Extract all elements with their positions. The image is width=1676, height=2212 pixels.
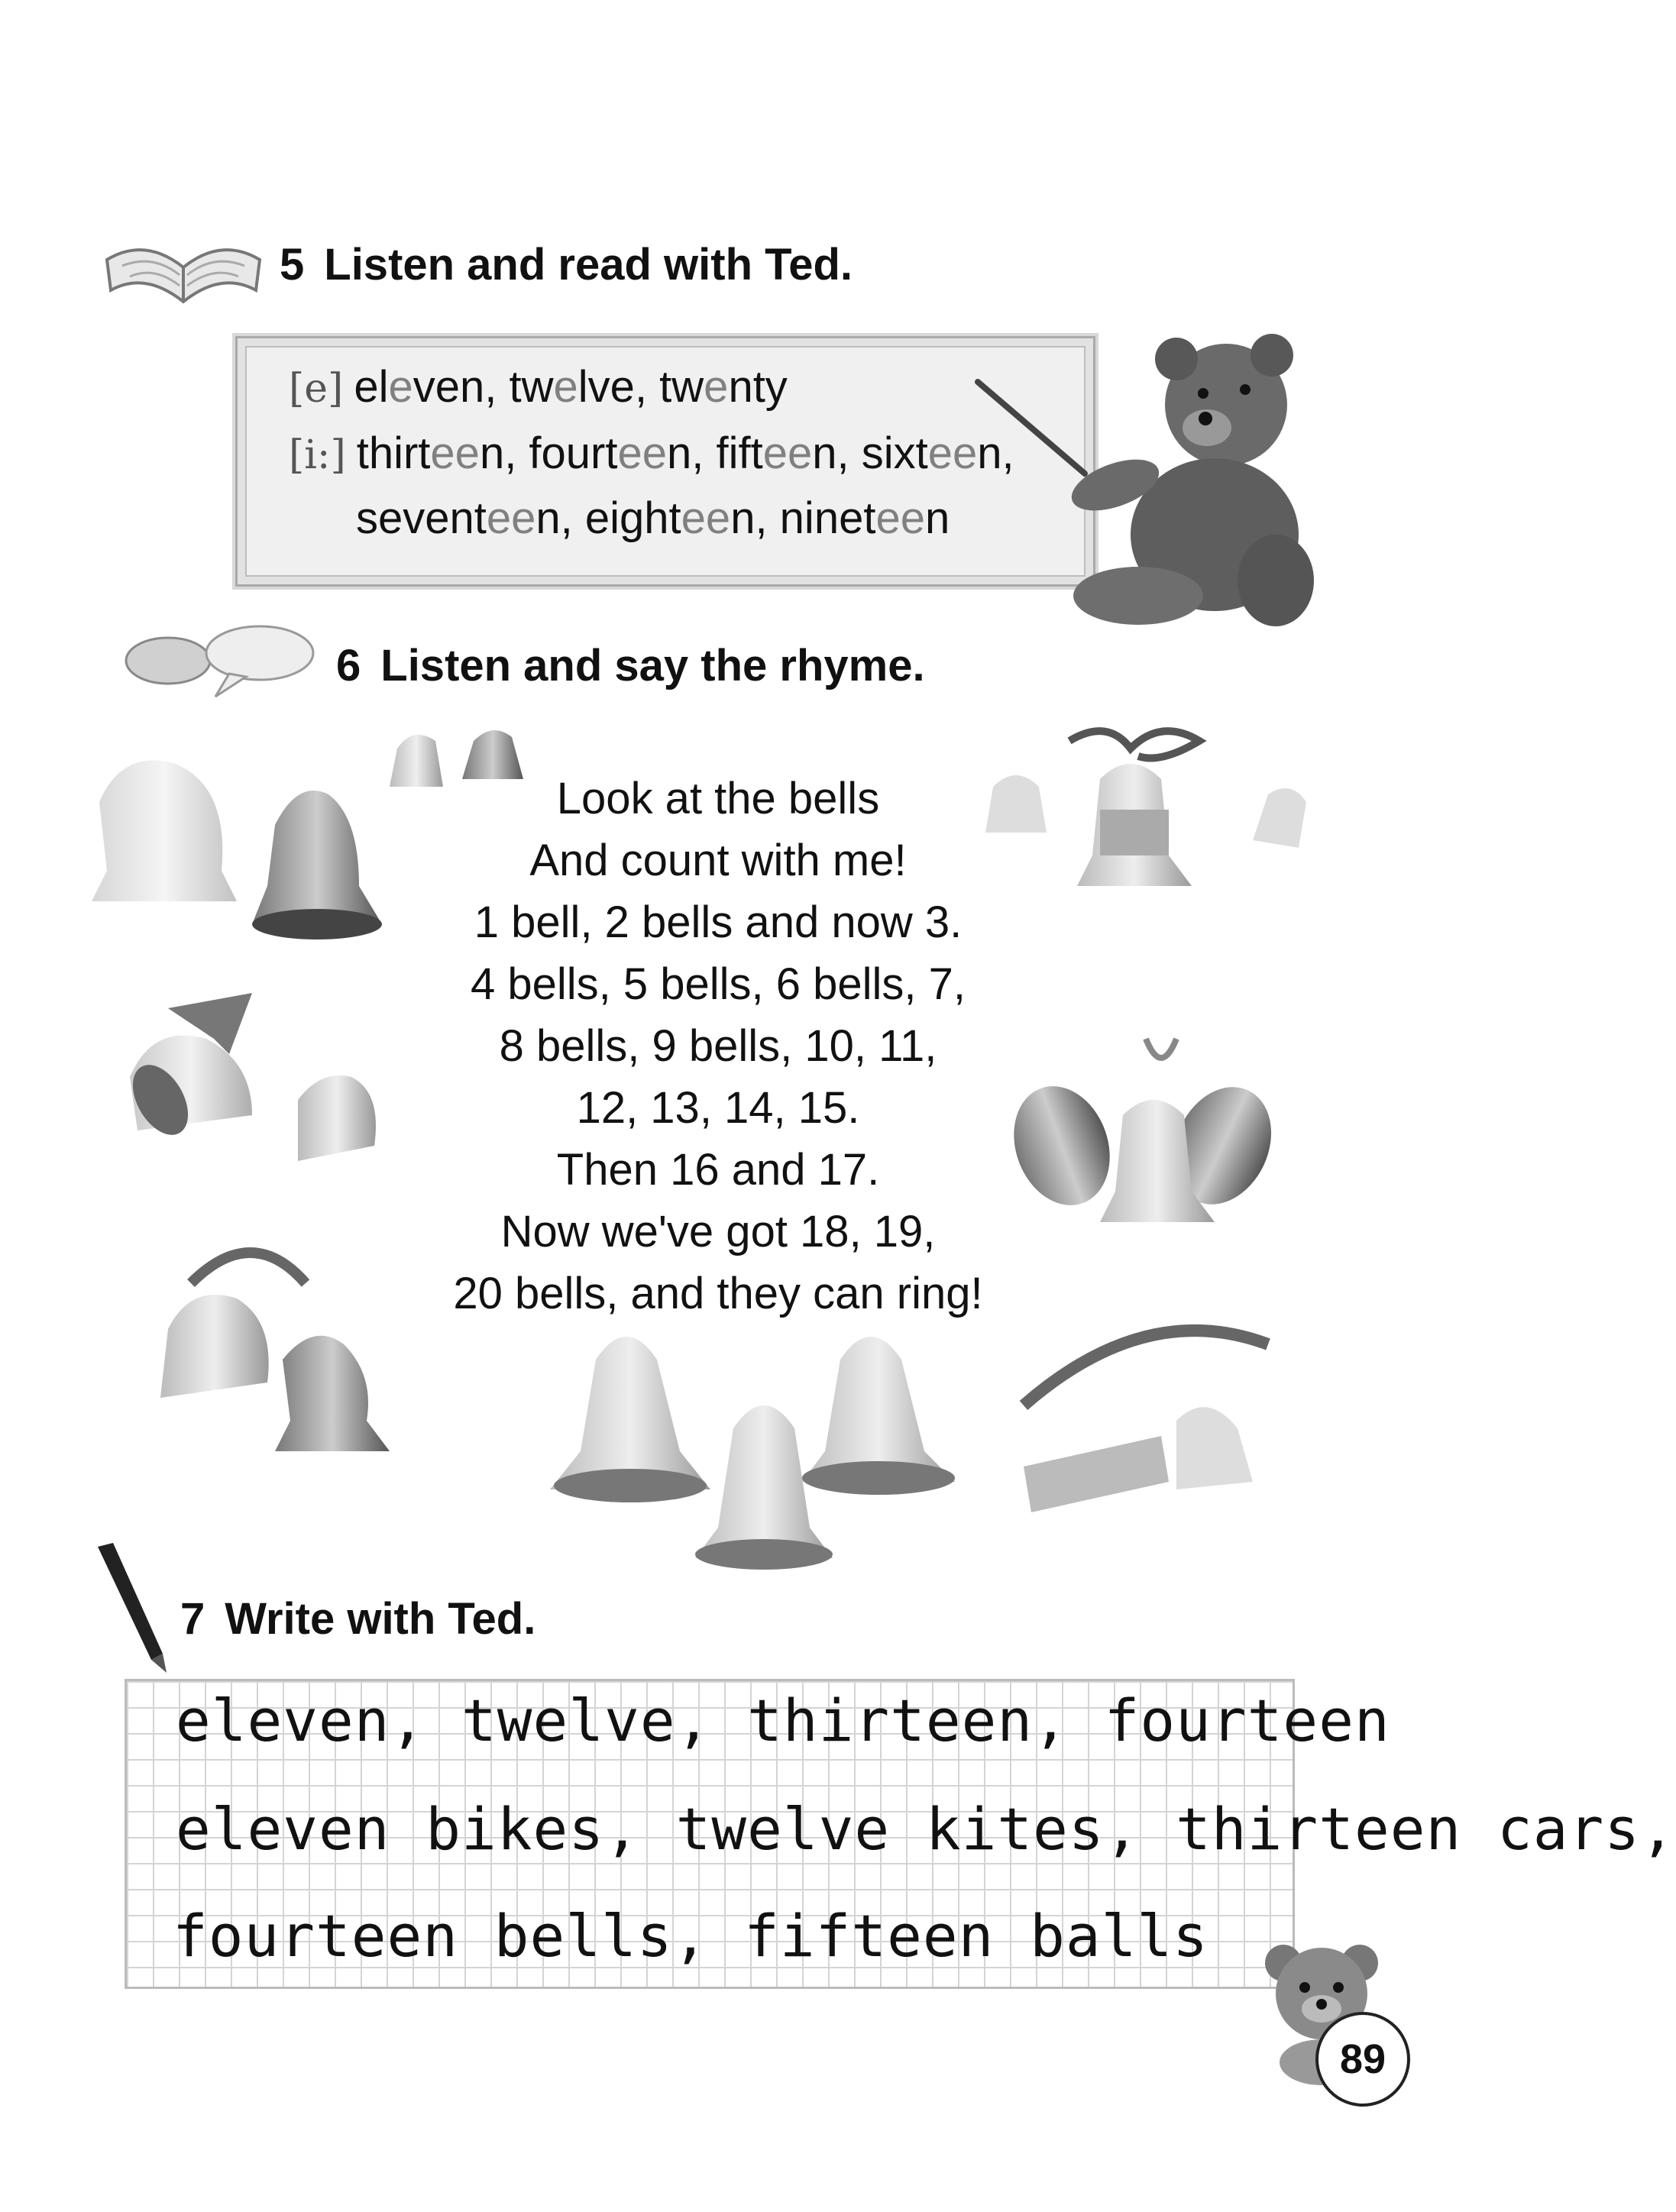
rhyme-line: 12, 13, 14, 15. (576, 1083, 860, 1133)
speech-bubble-icon (115, 619, 321, 703)
rhyme-line: Look at the bells (556, 774, 880, 823)
phonics-line-e (289, 361, 788, 412)
teddy-bear-pointing-illustration (963, 313, 1329, 634)
handwriting-line: eleven bikes, twelve kites, thirteen cars, (176, 1795, 1676, 1863)
phonics-words-i: thirteen, fourteen, fifteen, sixteen, (356, 428, 1014, 478)
phonics-words-e: eleven, twelve, twenty (354, 362, 788, 412)
phonetic-symbol-e: [e] (289, 366, 344, 412)
rhyme-line: 4 bells, 5 bells, 6 bells, 7, (470, 959, 966, 1009)
exercise-7-title: Write with Ted. (225, 1594, 536, 1644)
pen-icon (90, 1539, 174, 1677)
rhyme-line: 20 bells, and they can ring! (453, 1269, 983, 1318)
phonics-line-i (289, 428, 1014, 479)
exercise-5-title: Listen and read with Ted. (324, 240, 853, 289)
exercise-6-title: Listen and say the rhyme. (380, 641, 925, 690)
exercise-7-number: 7 (180, 1594, 205, 1644)
rhyme-text (367, 768, 1069, 1324)
rhyme-line: Then 16 and 17. (556, 1145, 880, 1195)
page-number: 89 (1315, 2012, 1410, 2107)
phonics-line-i-cont (356, 493, 950, 544)
rhyme-line: 8 bells, 9 bells, 10, 11, (499, 1021, 937, 1071)
rhyme-line: Now we've got 18, 19, (500, 1207, 936, 1256)
rhyme-line: 1 bell, 2 bells and now 3. (474, 897, 963, 947)
exercise-5-number: 5 (280, 240, 305, 289)
exercise-7-heading (180, 1593, 535, 1644)
phonetic-symbol-i: [i:] (289, 432, 346, 478)
exercise-6-heading (336, 640, 925, 691)
phonics-words-i-cont: seventeen, eighteen, nineteen (356, 493, 950, 543)
open-book-icon (99, 206, 267, 321)
handwriting-line: fourteen bells, fifteen balls (173, 1902, 1208, 1970)
exercise-5-heading (280, 239, 853, 290)
exercise-6-number: 6 (336, 641, 361, 690)
handwriting-line: eleven, twelve, thirteen, fourteen (176, 1686, 1390, 1754)
rhyme-line: And count with me! (529, 836, 907, 885)
